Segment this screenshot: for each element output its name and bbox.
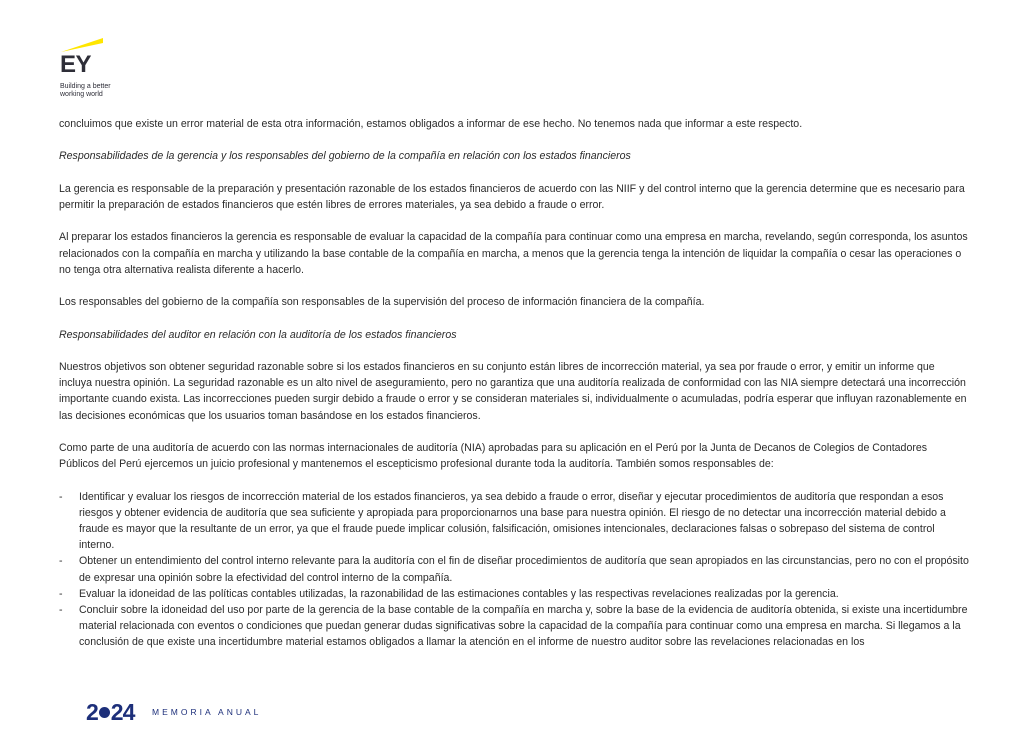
- ey-tagline-line1: Building a better: [60, 83, 111, 90]
- list-item-text: Identificar y evaluar los riesgos de incorrección material de los estados financieros, ya sea debido a fraude o error, diseñar y ejecutar procedimientos de auditoría que respondan a esos riesgos y obtener evidencia de auditoría que sea suficiente y apropiada para proporcionarnos una base para nuestra opinión. El riesgo de no detectar una incorrección material debido a fraude es mayor que la resultante de un error, ya que el fraude puede implicar colusión, falsificación, omisiones intencionales, declaraciones falsas o sobrepaso del sistema de control interno.: [79, 490, 946, 552]
- ey-tagline: [60, 83, 130, 98]
- paragraph-5: Nuestros objetivos son obtener seguridad razonable sobre si los estados financieros en su conjunto están libres de incorrección material, ya sea por fraude o error, y emitir un informe que incluya nuestra opinión. La seguridad razonable es un alto nivel de aseguramiento, pero no garantiza que una auditoría realizada de conformidad con las NIA siempre detectará una incorrección importante cuando exista. Las incorrecciones pueden surgir debido a fraude o error y se consideran materiales si, individualmente o acumuladas, podría esperar que influyan razonablemente en las decisiones económicas que los usuarios toman basándose en los estados financieros.: [59, 360, 967, 422]
- list-item-text: Obtener un entendimiento del control interno relevante para la auditoría con el fin de diseñar procedimientos de auditoría que sean apropiados en las circunstancias, pero no con el propósito de expresar una opinión sobre la efectividad del control interno de la compañía.: [79, 555, 969, 584]
- bullet-dash: -: [59, 587, 63, 600]
- year-zero-dot-icon: [99, 707, 110, 718]
- ey-brand-text: EY: [60, 51, 92, 78]
- bullet-dash: -: [59, 603, 63, 616]
- year-digit-2: 2: [86, 699, 98, 725]
- list-item: [59, 553, 969, 585]
- ey-tagline-line2: working world: [60, 90, 103, 98]
- list-item-text: Concluir sobre la idoneidad del uso por parte de la gerencia de la base contable de la compañía en marcha y, sobre la base de la evidencia de auditoría obtenida, si existe una incertidumbre material relacionada con eventos o condiciones que puedan generar dudas significativas sobre la capacidad de la compañía para continuar como una empresa en marcha. Si llegamos a la conclusión de que existe una incertidumbre material estamos obligados a llamar la atención en el informe de nuestro auditor sobre las revelaciones relacionadas en los: [79, 603, 968, 649]
- paragraph-6: Como parte de una auditoría de acuerdo con las normas internacionales de auditoría (NIA) aprobadas para su aplicación en el Perú por la Junta de Decanos de Colegios de Contadores Públicos del Perú ejercemos un juicio profesional y mantenemos el escepticismo profesional durante toda la auditoría. También somos responsables de:: [59, 441, 928, 471]
- bullet-dash: -: [59, 490, 63, 503]
- footer-label: MEMORIA ANUAL: [152, 707, 262, 717]
- paragraph-1: concluimos que existe un error material de esta otra información, estamos obligados a informar de ese hecho. No tenemos nada que informar a este respecto.: [59, 118, 803, 130]
- section-heading-management: Responsabilidades de la gerencia y los responsables del gobierno de la compañía en relación con los estados financieros: [59, 150, 631, 163]
- bullet-dash: -: [59, 555, 63, 568]
- document-body: [59, 116, 969, 651]
- section-heading-auditor: Responsabilidades del auditor en relación con la auditoría de los estados financieros: [59, 328, 457, 341]
- paragraph-2: La gerencia es responsable de la preparación y presentación razonable de los estados financieros de acuerdo con las NIIF y del control interno que la gerencia determine que es necesario para permitir la preparación de estados financieros que estén libres de errores materiales, ya sea debido a fraude o error.: [59, 182, 965, 211]
- list-item: [59, 586, 969, 602]
- list-item: [59, 602, 969, 651]
- year-digits-24: 24: [110, 699, 135, 725]
- paragraph-3: Al preparar los estados financieros la gerencia es responsable de evaluar la capacidad de la compañía para continuar como una empresa en marcha, revelando, según corresponda, los asuntos relacionados con la compañía en marcha y utilizando la base contable de la compañía en marcha, a menos que la gerencia tenga la intención de liquidar la compañía o cesar las operaciones o no tenga otra alternativa realista diferente a hacerlo.: [59, 231, 968, 276]
- list-item-text: Evaluar la idoneidad de las políticas contables utilizadas, la razonabilidad de las estimaciones contables y las respectivas revelaciones realizadas por la gerencia.: [79, 587, 839, 600]
- list-item: [59, 489, 969, 554]
- ey-logo: [59, 36, 129, 100]
- paragraph-4: Los responsables del gobierno de la compañía son responsables de la supervisión del proceso de información financiera de la compañía.: [59, 296, 705, 309]
- footer-year-logo: [86, 700, 134, 724]
